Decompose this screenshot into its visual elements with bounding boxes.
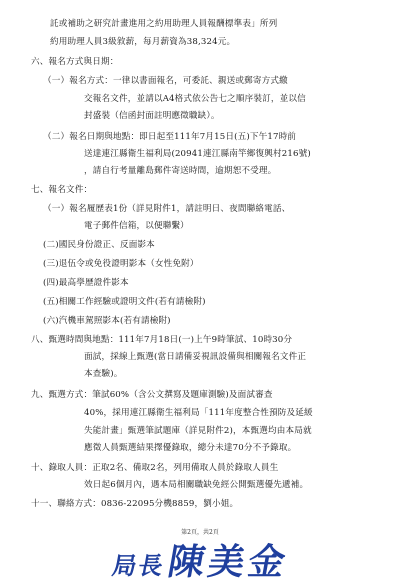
text-line: 託或補助之研究計畫進用之約用助理人員報酬標準表」所列 [50,19,278,29]
page-footer: 第2頁，共2頁 [181,529,219,536]
signature-title: 局長 [110,552,168,580]
text-line: ，請自行考量離島郵件寄送時間，逾期恕不受理。 [84,166,277,176]
section-heading: 十、錄取人員：正取2名、備取2名，列用備取人員於錄取人員生 [31,463,279,473]
text-line: 送達連江縣衛生福利局(20941連江縣南竿鄉復興村216號) [84,149,311,159]
text-line: 應徵人員甄選結果擇優錄取，總分未達70分不予錄取。 [84,443,297,453]
text-line: (六)汽機車駕照影本(若有請檢附) [43,316,171,326]
text-line: （一）報名方式：一律以書面報名，可委託、親送或郵寄方式繳 [43,76,288,86]
text-line: 效日起6個月內，遇本局相關職缺免經公開甄選優先遞補。 [84,480,309,490]
section-heading: 十一、聯絡方式：0836-22095分機8859，劉小姐。 [31,499,239,509]
text-line: 面試，採線上甄選(當日請備妥視訊設備與相關報名文件正 [84,352,307,362]
text-line: (二)國民身份證正、反面影本 [43,240,155,250]
text-line: 約用助理人員3級敘薪，每月薪資為38,324元。 [50,37,236,47]
section-heading: 九、甄選方式：筆試60%（含公文撰寫及題庫測驗)及面試審查 [31,390,273,400]
text-line: 封盛裝（信函封面註明應徵職缺）。 [84,111,220,121]
text-line: (五)相關工作經驗或證明文件(若有請檢附) [43,297,206,307]
section-heading: 八、甄選時間與地點：111年7月18日(一)上午9時筆試、10時30分 [31,335,293,345]
text-line: 交報名文件，並請以A4格式依公告七之順序裝訂，並以信 [84,94,306,104]
text-line: 電子郵件信箱，以便聯繫） [84,221,189,231]
section-heading: 七、報名文件： [31,185,93,195]
text-line: (四)最高學歷證件影本 [43,278,129,288]
text-line: 40%，採用連江縣衛生福利局「111年度整合性預防及延緩 [84,408,313,418]
text-line: 失能計畫」甄選筆試題庫（詳見附件2)，本甄選均由本局就 [84,426,312,436]
text-line: 本查驗)。 [84,369,123,379]
text-line: (三)退伍令或免役證明影本（女性免附） [43,259,199,269]
signature-name: 陳美金 [164,542,293,583]
section-heading: 六、報名方式與日期： [31,57,119,67]
text-line: （一）報名履歷表1份（詳見附件1，請註明日、夜間聯絡電話、 [43,204,291,214]
text-line: （二）報名日期與地點：即日起至111年7月15日(五)下午17時前 [43,132,297,142]
